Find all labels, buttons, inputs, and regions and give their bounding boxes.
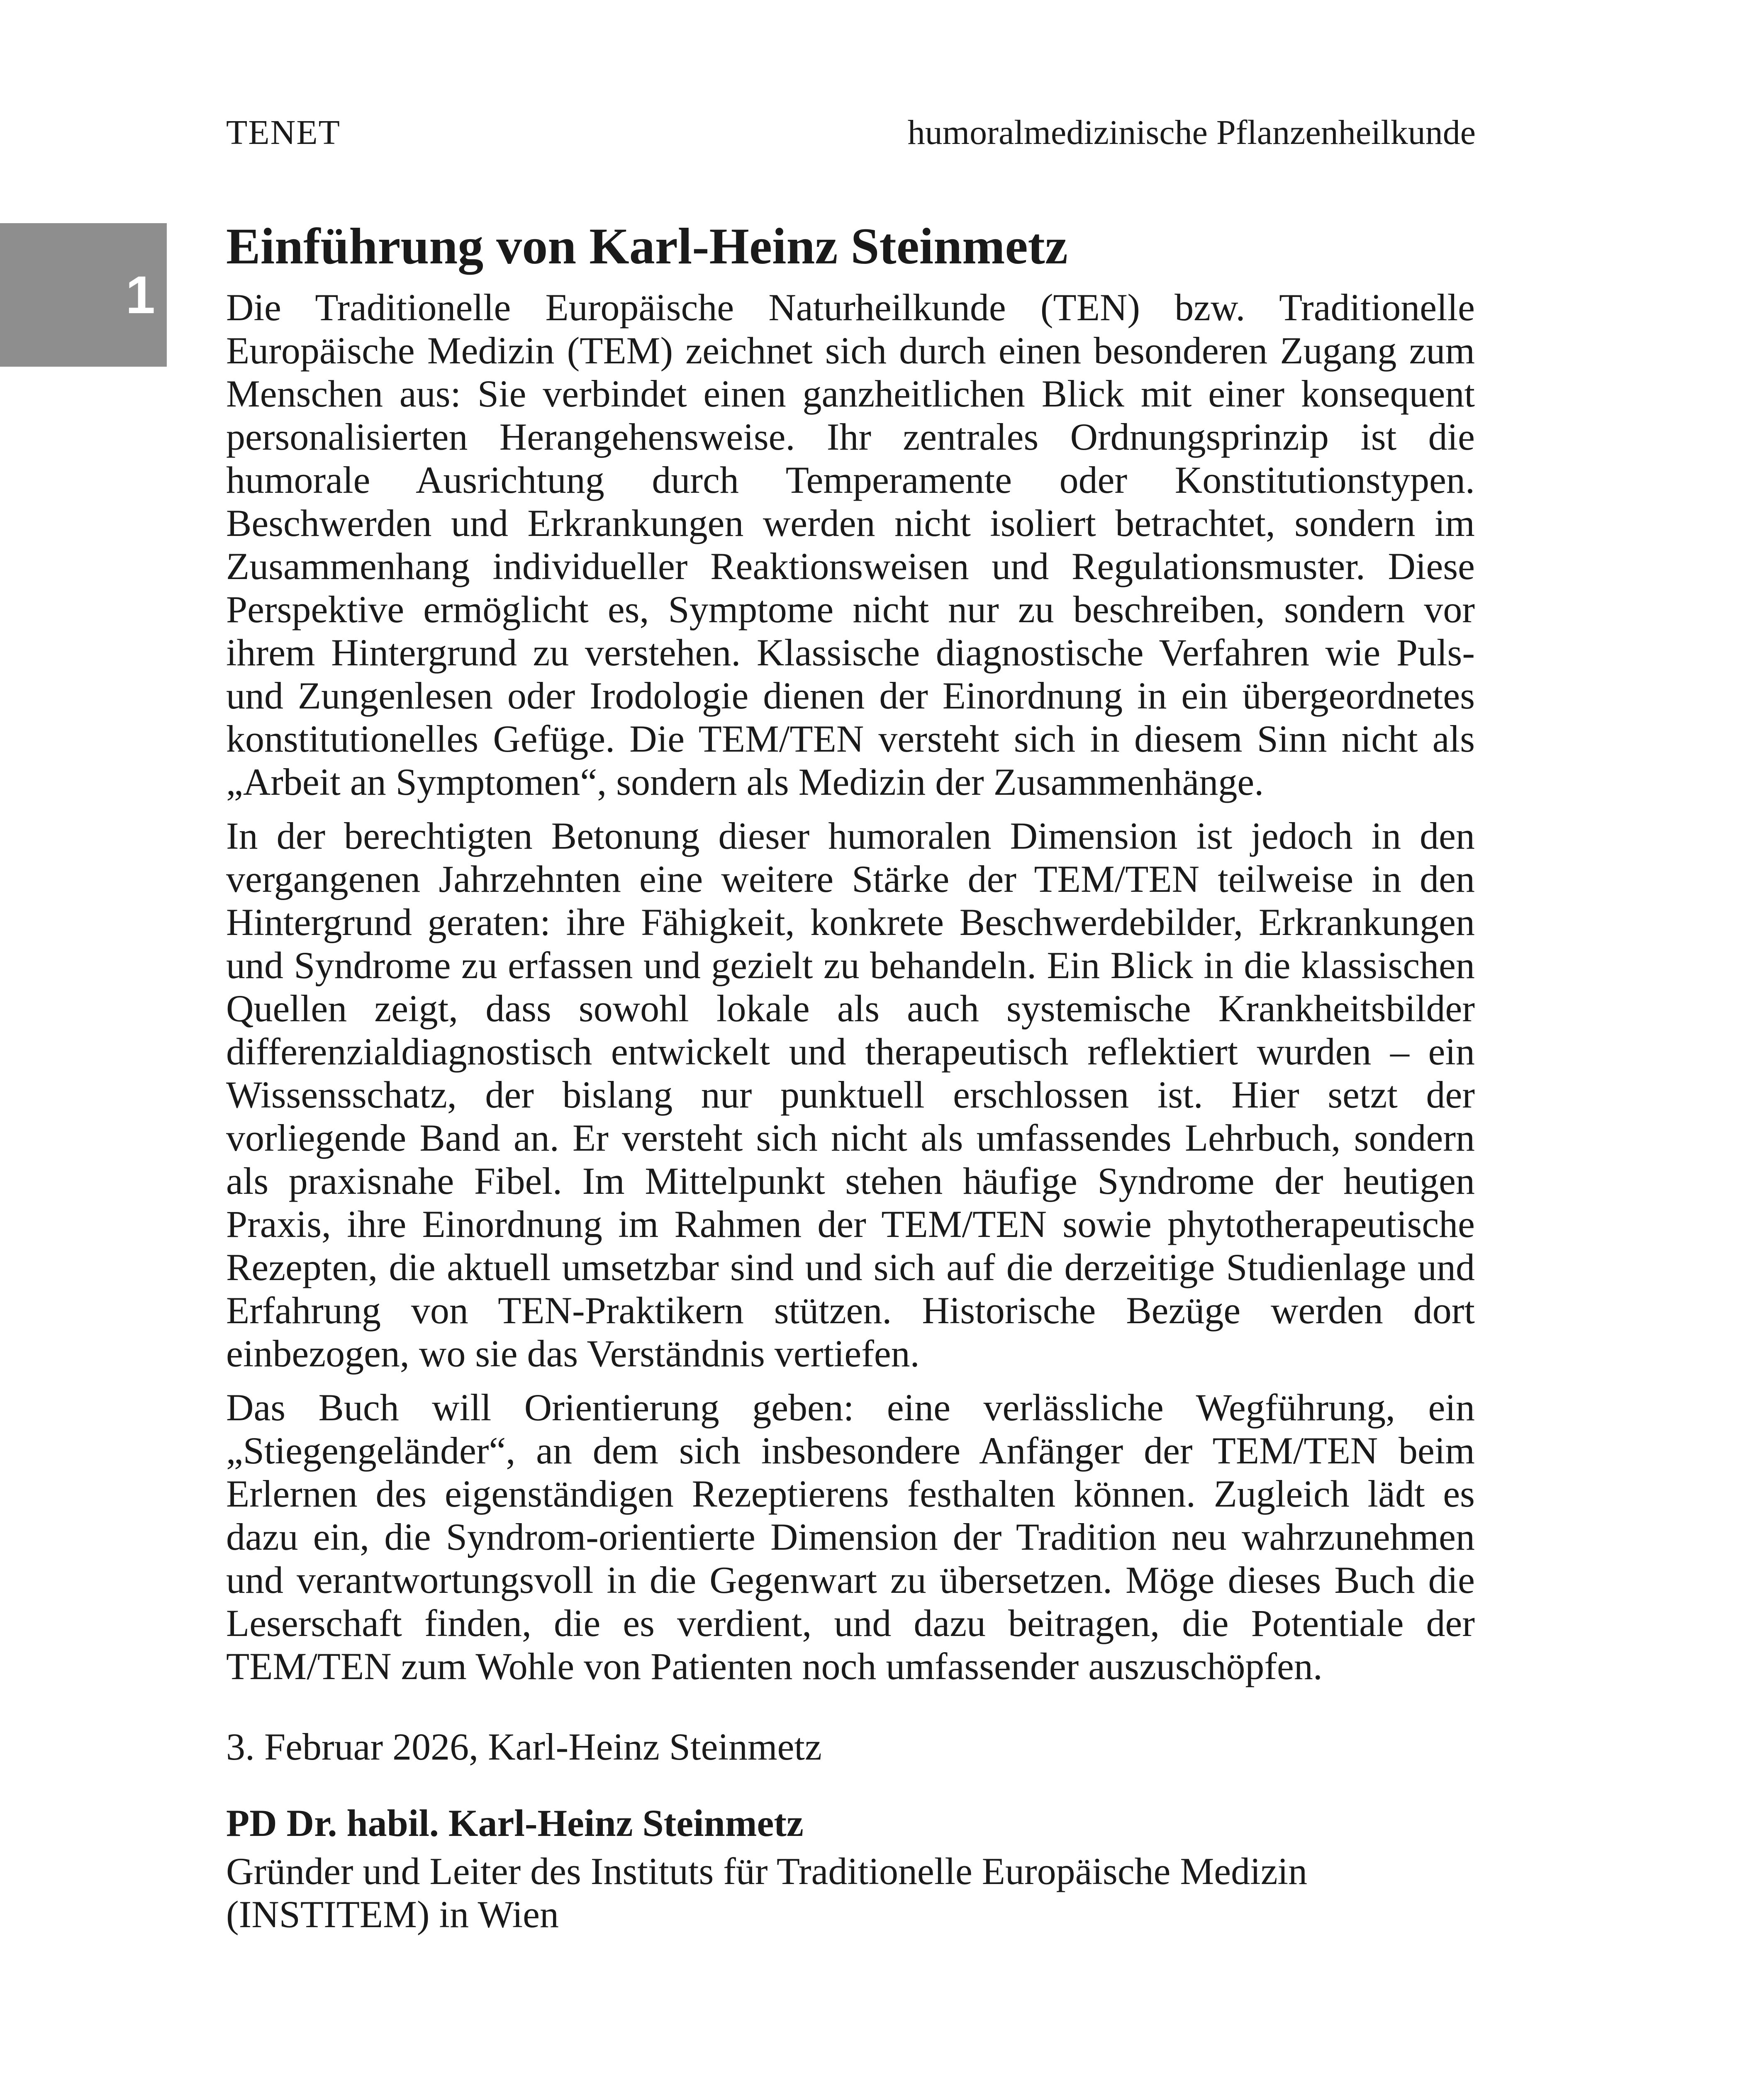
paragraph-1: Die Traditionelle Europäische Naturheilkunde (TEN) bzw. Traditionelle Europäische Medizin (TEM) zeichnet sich durch einen besonderen Zugang zum Menschen aus: Sie verbindet einen ganzheitlichen Blick mit einer konsequent personalisierten Herangehensweise. Ihr zentrales Ordnungsprinzip ist die humorale Ausrichtung durch Temperamente oder Konstitutionstypen. Beschwerden und Erkrankungen werden nicht isoliert betrachtet, sondern im Zusammenhang individueller Reaktionsweisen und Regulationsmuster. Diese Perspektive ermöglicht es, Symptome nicht nur zu beschreiben, sondern vor ihrem Hintergrund zu verstehen. Klassische diagnostische Verfahren wie Puls- und Zungenlesen oder Irodologie dienen der Einordnung in ein übergeordnetes konstitutionelles Gefüge. Die TEM/TEN versteht sich in diesem Sinn nicht als „Arbeit an Symptomen“, sondern als Medizin der Zusammenhänge. <box>226 286 1475 803</box>
paragraph-2: In der berechtigten Betonung dieser humoralen Dimension ist jedoch in den vergangenen Jahrzehnten eine weitere Stärke der TEM/TEN teilweise in den Hintergrund geraten: ihre Fähigkeit, konkrete Beschwerdebilder, Erkrankungen und Syndrome zu erfassen und gezielt zu behandeln. Ein Blick in die klassischen Quellen zeigt, dass sowohl lokale als auch systemische Krankheitsbilder differenzialdiagnostisch entwickelt und therapeutisch reflektiert wurden – ein Wissensschatz, der bislang nur punktuell erschlossen ist. Hier setzt der vorliegende Band an. Er versteht sich nicht als umfassendes Lehrbuch, sondern als praxisnahe Fibel. Im Mittelpunkt stehen häufige Syndrome der heutigen Praxis, ihre Einordnung im Rahmen der TEM/TEN sowie phytotherapeutische Rezepten, die aktuell umsetzbar sind und sich auf die derzeitige Studienlage und Erfahrung von TEN-Praktikern stützen. Historische Bezüge werden dort einbezogen, wo sie das Verständnis vertiefen. <box>226 814 1475 1375</box>
date-signature: 3. Februar 2026, Karl-Heinz Steinmetz <box>226 1725 822 1768</box>
chapter-tab <box>0 223 167 367</box>
chapter-number: 1 <box>125 265 155 325</box>
author-affiliation: Gründer und Leiter des Instituts für Traditionelle Europäische Medizin (INSTITEM) in Wien <box>226 1850 1308 1935</box>
running-header-left: TENET <box>226 113 341 152</box>
author-name: PD Dr. habil. Karl-Heinz Steinmetz <box>226 1801 804 1844</box>
paragraph-3: Das Buch will Orientierung geben: eine verlässliche Wegführung, ein „Stiegengeländer“, an dem sich insbesondere Anfänger der TEM/TEN beim Erlernen des eigenständigen Rezeptierens festhalten können. Zugleich lädt es dazu ein, die Syndrom-orientierte Dimension der Tradition neu wahrzunehmen und verantwortungsvoll in die Gegenwart zu übersetzen. Möge dieses Buch die Leserschaft finden, die es verdient, und dazu beitragen, die Potentiale der TEM/TEN zum Wohle von Patienten noch umfassender auszuschöpfen. <box>226 1386 1475 1687</box>
running-header-right: humoralmedizinische Pflanzenheilkunde <box>907 113 1476 152</box>
article-body <box>226 216 1475 1936</box>
page-title: Einführung von Karl-Heinz Steinmetz <box>226 218 1068 275</box>
